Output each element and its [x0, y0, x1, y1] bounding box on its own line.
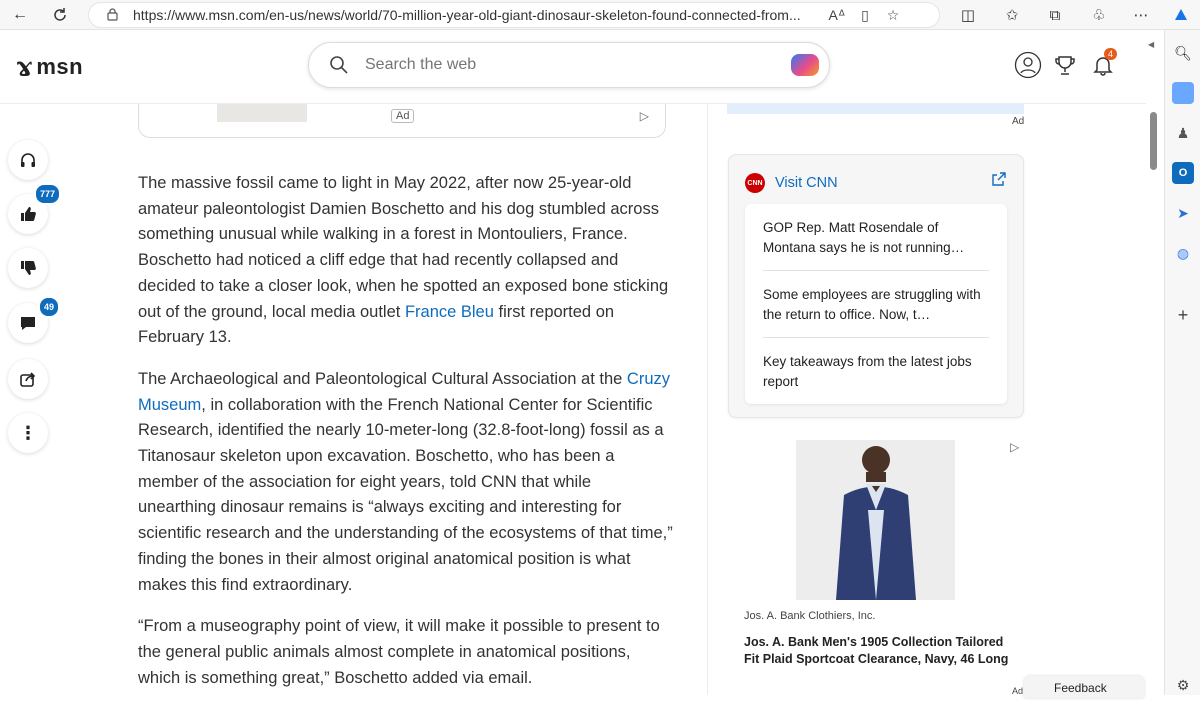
search-icon	[329, 55, 349, 75]
msn-butterfly-icon: ɤ	[16, 52, 33, 82]
notification-badge: 4	[1104, 48, 1117, 60]
sportcoat-ad-image[interactable]	[796, 440, 955, 600]
search-input[interactable]	[365, 56, 765, 74]
ad-label: Ad	[391, 109, 414, 123]
more-options-icon[interactable]: ⋮	[8, 413, 48, 453]
cnn-headline[interactable]: GOP Rep. Matt Rosendale of Montana says he is not running…	[763, 204, 989, 271]
article-paragraph: “From a museography point of view, it will make it possible to present to the general public animals almost complete in anatomical positions, which is something great,” Boschetto added via email.	[138, 617, 660, 687]
scroll-up-arrow-icon[interactable]: ◀	[1148, 40, 1155, 49]
msn-header	[0, 30, 1146, 104]
search-box[interactable]	[308, 42, 830, 88]
copilot-search-icon[interactable]	[791, 54, 819, 76]
cruzy-museum-link[interactable]: Cruzy Museum	[138, 369, 670, 414]
immersive-reader-icon[interactable]: ▯	[861, 6, 869, 23]
split-screen-icon[interactable]: ◫	[960, 7, 976, 24]
ad-title[interactable]: Jos. A. Bank Men's 1905 Collection Tailored Fit Plaid Sportcoat Clearance, Navy, 46 Long	[744, 635, 1009, 666]
address-bar[interactable]	[88, 2, 940, 28]
column-divider	[707, 104, 708, 695]
feedback-label: Feedback	[1054, 681, 1107, 695]
lock-icon[interactable]	[107, 8, 119, 22]
top-right-ad[interactable]	[727, 104, 1024, 114]
collections-icon[interactable]: ⧉	[1049, 6, 1061, 24]
rewards-trophy-icon[interactable]	[1050, 50, 1080, 80]
add-sidebar-icon[interactable]: +	[1177, 304, 1189, 325]
ad-label: Ad	[1012, 686, 1024, 696]
ad-image[interactable]	[217, 104, 307, 122]
messenger-icon[interactable]: ◍	[1176, 244, 1190, 261]
send-icon[interactable]: ➤	[1177, 204, 1189, 221]
search-sidebar-icon[interactable]: 🔍︎	[1174, 44, 1192, 61]
adchoices-icon[interactable]: ▷	[639, 109, 649, 123]
article-body	[138, 171, 673, 707]
edge-sidebar	[1164, 30, 1200, 695]
read-aloud-icon[interactable]: Aᐞ	[828, 6, 846, 23]
settings-icon[interactable]: ⚙	[1176, 676, 1190, 693]
shopping-tag-icon[interactable]	[1172, 82, 1194, 104]
more-icon[interactable]: ⋯	[1133, 7, 1149, 24]
adchoices-icon[interactable]: ▷	[1010, 440, 1020, 454]
msn-logo[interactable]	[16, 52, 83, 82]
copilot-icon[interactable]	[1168, 4, 1194, 26]
notifications-bell-icon[interactable]	[1088, 50, 1118, 80]
ad-sponsor: Jos. A. Bank Clothiers, Inc.	[744, 610, 876, 622]
ad-label: Ad	[1012, 116, 1025, 127]
scrollbar-thumb[interactable]	[1150, 112, 1157, 170]
france-bleu-link[interactable]: France Bleu	[404, 302, 494, 321]
share-icon[interactable]	[8, 359, 48, 399]
cnn-logo-icon: CNN	[745, 173, 765, 193]
refresh-icon[interactable]	[48, 4, 72, 26]
outlook-icon[interactable]: O	[1172, 162, 1194, 184]
browser-toolbar	[0, 0, 1200, 30]
msn-logo-text: msn	[36, 54, 84, 79]
back-icon[interactable]: ←	[12, 6, 28, 23]
comment-count-badge: 49	[38, 296, 60, 318]
like-count-badge: 777	[34, 183, 61, 205]
account-icon[interactable]	[1013, 50, 1043, 80]
favorite-star-icon[interactable]: ☆	[886, 6, 900, 23]
cnn-headline[interactable]: Some employees are struggling with the return to office. Now, t…	[763, 271, 989, 338]
article-paragraph: The Archaeological and Paleontological Cultural Association at the Cruzy Museum, in collaboration with the French National Center for Scientific Research, identified the nearly 10-meter-long (32.8-foot-long) fossil as a Titanosaur skeleton upon excavation. Boschetto, who has been a member of the association for eight years, told CNN that while unearthing dinosaur remains is “always exciting and interesting for scientific research and the understanding of the ecosystems of that time,” finding the bones in their almost original anatomical position is what makes this find extraordinary.	[138, 369, 673, 594]
favorites-icon[interactable]: ✩	[1005, 7, 1019, 24]
cnn-headline-list	[745, 204, 1007, 404]
listen-headphones-icon[interactable]	[8, 140, 48, 180]
cnn-header[interactable]	[745, 173, 838, 193]
dislike-thumbs-down-icon[interactable]	[8, 248, 48, 288]
extensions-icon[interactable]: ♧	[1092, 7, 1106, 24]
external-link-icon[interactable]	[991, 171, 1007, 187]
cnn-module	[728, 154, 1024, 418]
visit-cnn-link[interactable]: Visit CNN	[775, 175, 838, 191]
url-text[interactable]: https://www.msn.com/en-us/news/world/70-million-year-old-giant-dinosaur-skeleton-found-connected-from...	[133, 7, 801, 23]
article-paragraph: The massive fossil came to light in May 2022, after now 25-year-old amateur paleontologist Damien Boschetto and his dog stumbled across something unusual while walking in a forest in Montouliers, France. Boschetto had noticed a cliff edge that had recently collapsed and decided to take a closer look, when he spotted an exposed bone sticking out of the ground, local media outlet France Bleu first reported on February 13.	[138, 174, 669, 347]
tools-icon[interactable]: ♟	[1176, 124, 1190, 141]
inline-ad-card[interactable]	[138, 104, 666, 138]
cnn-headline[interactable]: Key takeaways from the latest jobs report	[763, 354, 972, 389]
